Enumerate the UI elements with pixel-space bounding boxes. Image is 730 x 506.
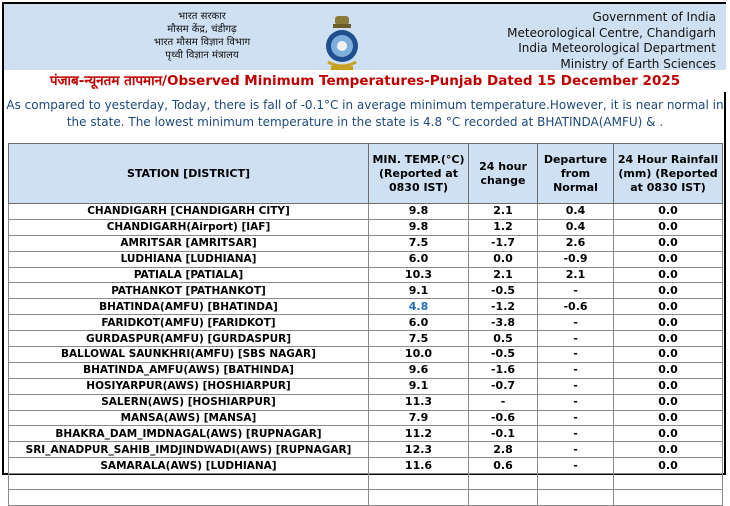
hindi-line: मौसम केंद्र, चंडीगढ़: [167, 24, 237, 35]
departure-cell: -0.9: [538, 251, 614, 267]
table-row: [9, 490, 723, 506]
station-cell: PATHANKOT [PATHANKOT]: [9, 283, 369, 299]
rainfall-cell: 0.0: [614, 378, 723, 394]
rainfall-cell: 0.0: [614, 410, 723, 426]
header-banner: [4, 4, 726, 70]
header-24h-change: 24 hour change: [469, 144, 538, 204]
min-temp-cell: 4.8: [369, 299, 469, 315]
departure-cell: -: [538, 410, 614, 426]
station-cell: AMRITSAR [AMRITSAR]: [9, 235, 369, 251]
change-cell: 0.5: [469, 331, 538, 347]
change-cell: [469, 474, 538, 490]
rainfall-cell: [614, 490, 723, 506]
rainfall-cell: 0.0: [614, 267, 723, 283]
change-cell: -1.6: [469, 362, 538, 378]
departure-cell: 2.6: [538, 235, 614, 251]
change-cell: [469, 490, 538, 506]
station-cell: [9, 490, 369, 506]
station-cell: BALLOWAL SAUNKHRI(AMFU) [SBS NAGAR]: [9, 347, 369, 363]
table-body: [9, 204, 723, 506]
summary-text: As compared to yesterday, Today, there is fall of -0.1°C in average minimum temperature.However, it is near normal in the state. The lowest minimum temperature in the state is 4.8 °C recorded at BHATINDA(AMFU) & .: [6, 98, 724, 129]
min-temp-cell: 10.0: [369, 347, 469, 363]
table-row: [9, 299, 723, 315]
rainfall-cell: 0.0: [614, 362, 723, 378]
english-line: Meteorological Centre, Chandigarh: [507, 25, 716, 40]
min-temp-cell: 12.3: [369, 442, 469, 458]
table-row: [9, 347, 723, 363]
station-cell: PATIALA [PATIALA]: [9, 267, 369, 283]
change-cell: -0.1: [469, 426, 538, 442]
rainfall-cell: 0.0: [614, 347, 723, 363]
english-line: India Meteorological Department: [518, 41, 716, 55]
rainfall-cell: [614, 474, 723, 490]
min-temp-cell: 9.1: [369, 283, 469, 299]
table-row: [9, 251, 723, 267]
table-row: [9, 474, 723, 490]
min-temp-cell: 11.2: [369, 426, 469, 442]
rainfall-cell: 0.0: [614, 219, 723, 235]
station-cell: CHANDIGARH(Airport) [IAF]: [9, 219, 369, 235]
departure-cell: -: [538, 315, 614, 331]
table-row: [9, 394, 723, 410]
departure-cell: -: [538, 362, 614, 378]
station-cell: SAMARALA(AWS) [LUDHIANA]: [9, 458, 369, 474]
min-temp-cell: 6.0: [369, 315, 469, 331]
rainfall-cell: 0.0: [614, 315, 723, 331]
departure-cell: -: [538, 283, 614, 299]
change-cell: -3.8: [469, 315, 538, 331]
min-temp-cell: 7.5: [369, 235, 469, 251]
min-temp-cell: 11.6: [369, 458, 469, 474]
table-row: [9, 235, 723, 251]
table-header-row: [9, 144, 723, 204]
rainfall-cell: 0.0: [614, 426, 723, 442]
table-row: [9, 331, 723, 347]
change-cell: 0.0: [469, 251, 538, 267]
change-cell: -0.5: [469, 283, 538, 299]
min-temp-cell: [369, 474, 469, 490]
departure-cell: -: [538, 347, 614, 363]
table-row: [9, 219, 723, 235]
departure-cell: -0.6: [538, 299, 614, 315]
rainfall-cell: 0.0: [614, 251, 723, 267]
rainfall-cell: 0.0: [614, 394, 723, 410]
rainfall-cell: 0.0: [614, 442, 723, 458]
rainfall-cell: 0.0: [614, 331, 723, 347]
station-cell: [9, 474, 369, 490]
hindi-line: भारत मौसम विज्ञान विभाग: [153, 37, 251, 48]
min-temp-cell: 9.1: [369, 378, 469, 394]
rainfall-cell: 0.0: [614, 458, 723, 474]
departure-cell: -: [538, 442, 614, 458]
departure-cell: [538, 474, 614, 490]
table-row: [9, 378, 723, 394]
min-temp-cell: 6.0: [369, 251, 469, 267]
table-row: [9, 362, 723, 378]
departure-cell: [538, 490, 614, 506]
departure-cell: -: [538, 394, 614, 410]
min-temp-cell: 10.3: [369, 267, 469, 283]
departure-cell: -: [538, 331, 614, 347]
imd-emblem-icon: [322, 14, 362, 72]
english-line: Ministry of Earth Sciences: [560, 56, 716, 71]
rainfall-cell: 0.0: [614, 204, 723, 220]
table-row: [9, 442, 723, 458]
change-cell: -: [469, 394, 538, 410]
change-cell: 0.6: [469, 458, 538, 474]
table-row: [9, 315, 723, 331]
table-row: [9, 204, 723, 220]
temperature-table: [8, 143, 723, 506]
station-cell: GURDASPUR(AMFU) [GURDASPUR]: [9, 331, 369, 347]
min-temp-cell: 9.6: [369, 362, 469, 378]
departure-cell: -: [538, 378, 614, 394]
min-temp-cell: 9.8: [369, 204, 469, 220]
rainfall-cell: 0.0: [614, 235, 723, 251]
change-cell: 2.1: [469, 204, 538, 220]
station-cell: MANSA(AWS) [MANSA]: [9, 410, 369, 426]
header-min-temp: MIN. TEMP.(°C) (Reported at 0830 IST): [369, 144, 469, 204]
english-org-block: [466, 10, 716, 72]
header-station: STATION [DISTRICT]: [9, 144, 369, 204]
station-cell: BHAKRA_DAM_IMDNAGAL(AWS) [RUPNAGAR]: [9, 426, 369, 442]
departure-cell: -: [538, 426, 614, 442]
min-temp-cell: 11.3: [369, 394, 469, 410]
hindi-line: पृथ्वी विज्ञान मंत्रालय: [165, 50, 239, 61]
change-cell: -0.5: [469, 347, 538, 363]
hindi-line: भारत सरकार: [178, 11, 226, 22]
header-rainfall: 24 Hour Rainfall (mm) (Reported at 0830 IST): [614, 144, 723, 204]
change-cell: 2.1: [469, 267, 538, 283]
rainfall-cell: 0.0: [614, 299, 723, 315]
hindi-org-block: [102, 10, 302, 62]
station-cell: HOSIYARPUR(AWS) [HOSHIARPUR]: [9, 378, 369, 394]
min-temp-cell: [369, 490, 469, 506]
change-cell: -0.7: [469, 378, 538, 394]
departure-cell: 0.4: [538, 219, 614, 235]
table-row: [9, 458, 723, 474]
change-cell: -1.2: [469, 299, 538, 315]
station-cell: BHATINDA_AMFU(AWS) [BATHINDA]: [9, 362, 369, 378]
english-line: Government of India: [592, 10, 716, 24]
station-cell: SRI_ANADPUR_SAHIB_IMDJINDWADI(AWS) [RUPNAGAR]: [9, 442, 369, 458]
station-cell: CHANDIGARH [CHANDIGARH CITY]: [9, 204, 369, 220]
station-cell: FARIDKOT(AMFU) [FARIDKOT]: [9, 315, 369, 331]
change-cell: -0.6: [469, 410, 538, 426]
header-departure: Departure from Normal: [538, 144, 614, 204]
departure-cell: -: [538, 458, 614, 474]
change-cell: 2.8: [469, 442, 538, 458]
station-cell: LUDHIANA [LUDHIANA]: [9, 251, 369, 267]
change-cell: -1.7: [469, 235, 538, 251]
rainfall-cell: 0.0: [614, 283, 723, 299]
table-row: [9, 410, 723, 426]
min-temp-cell: 7.5: [369, 331, 469, 347]
departure-cell: 0.4: [538, 204, 614, 220]
table-row: [9, 283, 723, 299]
table-row: [9, 267, 723, 283]
change-cell: 1.2: [469, 219, 538, 235]
min-temp-cell: 9.8: [369, 219, 469, 235]
station-cell: SALERN(AWS) [HOSHIARPUR]: [9, 394, 369, 410]
min-temp-cell: 7.9: [369, 410, 469, 426]
table-row: [9, 426, 723, 442]
station-cell: BHATINDA(AMFU) [BHATINDA]: [9, 299, 369, 315]
departure-cell: 2.1: [538, 267, 614, 283]
page-title: पंजाब-न्यूनतम तापमान/Observed Minimum Temperatures-Punjab Dated 15 December 2025: [4, 70, 726, 92]
